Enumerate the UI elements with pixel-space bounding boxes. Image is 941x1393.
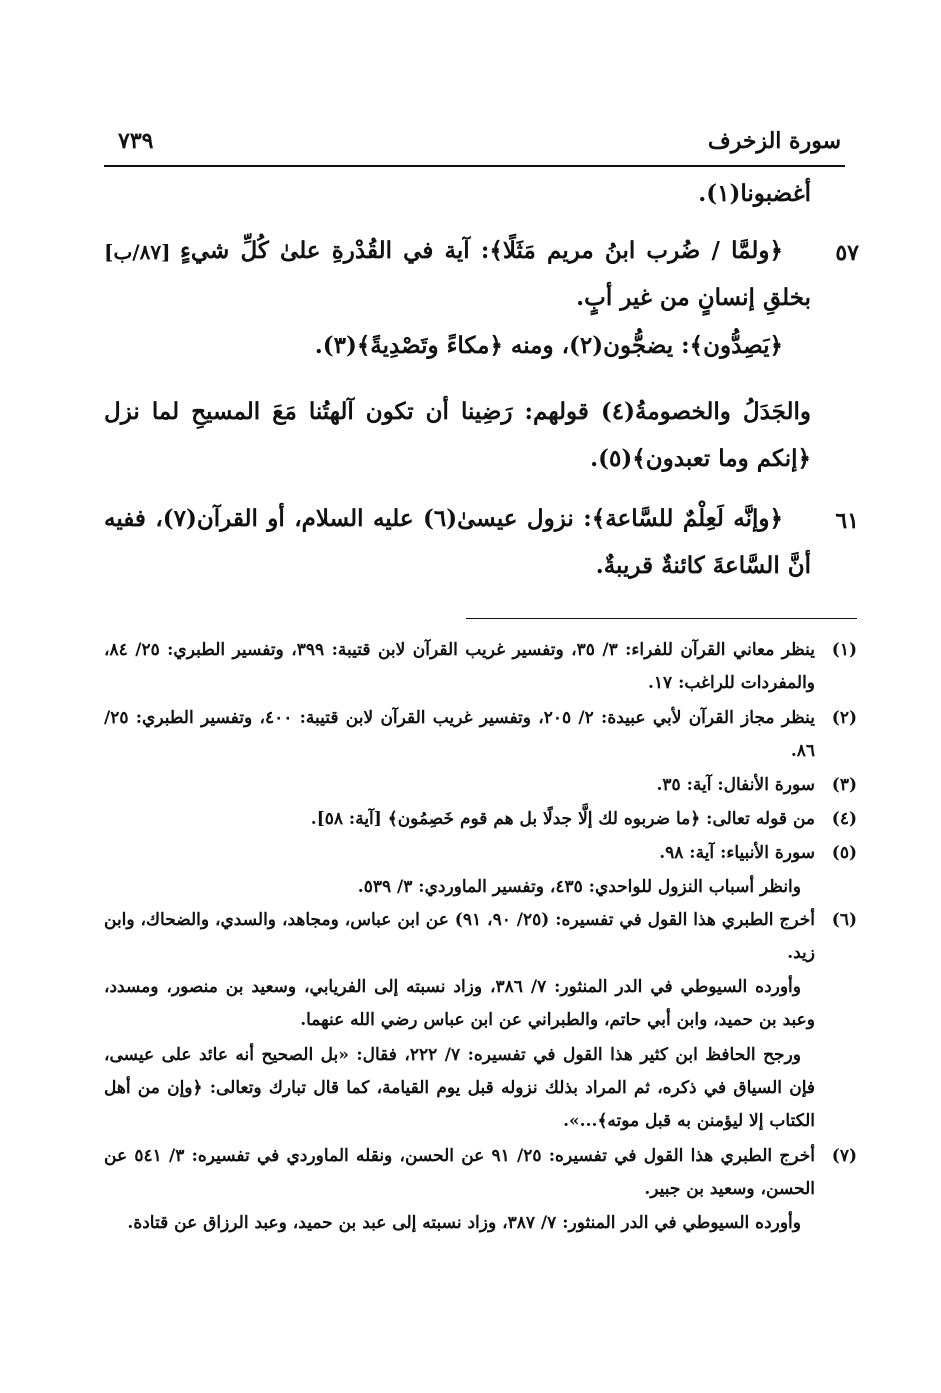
footnote-text: ورجح الحافظ ابن كثير هذا القول في تفسيره: ٧/ ٢٢٢، فقال: «بل الصحيح أنه عائد على عيسى، فإن السياق في ذكره، ثم المراد بذلك نزوله قبل يوم القيامة، كما قال تبارك وتعالى: ﴿وإن من أهل الكتاب إلا ليؤمنن به قبل موته﴾...». [104, 1045, 815, 1131]
manuscript-folio-reference: [٨٧/ب] [104, 240, 171, 264]
verse-number-61: ٦١ [835, 508, 859, 534]
footnote-6-ibn-kathir [104, 1039, 857, 1138]
body-line-aghdabuna: أغضبونا(١). [698, 180, 811, 207]
footnote-3 [104, 769, 857, 802]
footnote-7 [104, 1140, 857, 1206]
running-header-sura-title: سورة الزخرف [707, 128, 841, 154]
footnote-1 [104, 634, 857, 700]
jadal-commentary: والجَدَلُ والخصومةُ(٤) قولهم: رَضِينا أن تكون آلهتُنا مَعَ المسيحِ لما نزل ﴿إنكم وما تعبدون﴾(٥). [104, 398, 811, 472]
footnote-text: سورة الأنفال: آية: ٣٥. [656, 775, 815, 795]
footnote-number: (١) [831, 640, 857, 660]
footnote-text: وأورده السيوطي في الدر المنثور: ٧/ ٣٨٦، وزاد نسبته إلى الفريابي، وسعيد بن منصور، ومسدد، وعبد بن حميد، وابن أبي حاتم، والطبراني عن ابن عباس رضي الله عنهما. [104, 977, 815, 1030]
footnote-6 [104, 904, 857, 970]
footnote-text: وانظر أسباب النزول للواحدي: ٤٣٥، وتفسير الماوردي: ٣/ ٥٣٩. [357, 877, 801, 897]
footnote-text: أخرج الطبري هذا القول في تفسيره: ٢٥/ ٩١ عن الحسن، ونقله الماوردي في تفسيره: ٣/ ٥٤١ عن الحسن، وسعيد بن جبير. [104, 1146, 815, 1199]
footnote-text: ينظر مجاز القرآن لأبي عبيدة: ٢/ ٢٠٥، وتفسير غريب القرآن لابن قتيبة: ٤٠٠، وتفسير الطبري: ٢٥/ ٨٦. [104, 708, 815, 761]
footnote-number: (٧) [831, 1146, 857, 1166]
footnotes-divider [466, 618, 857, 619]
footnote-7-suyuti [104, 1207, 857, 1240]
footnote-number: (٤) [831, 809, 857, 829]
footnote-number: (٢) [831, 708, 857, 728]
footnote-number: (٣) [831, 775, 857, 795]
page-number: ٧٣٩ [118, 128, 154, 154]
footnote-text: أخرج الطبري هذا القول في تفسيره: (٢٥/ ٩٠، ٩١) عن ابن عباس، ومجاهد، والسدي، والضحاك، وابن زيد. [104, 910, 816, 963]
verse-57-commentary: ﴿ولمَّا / ضُرب ابنُ مريم مَثَلًا﴾: آية في القُدْرةِ علىٰ كُلِّ شيءٍ بخلقِ إنسانٍ من غير أبٍ. [180, 237, 811, 311]
footnote-5-continuation [104, 871, 857, 904]
footnote-6-suyuti [104, 971, 857, 1037]
footnote-2 [104, 702, 857, 768]
footnote-text: من قوله تعالى: ﴿ما ضربوه لك إلَّا جدلًا بل هم قوم خَصِمُون﴾ [آية: ٥٨]. [310, 809, 815, 829]
footnote-text: سورة الأنبياء: آية: ٩٨. [659, 843, 815, 863]
footnote-number: (٥) [831, 843, 857, 863]
footnote-5 [104, 837, 857, 870]
verse-61-commentary: ﴿وإنَّه لَعِلْمٌ للسَّاعة﴾: نزول عيسىٰ(٦) عليه السلام، أو القرآن(٧)، ففيه أنَّ السَّاعةَ كائنةٌ قريبةٌ. [104, 505, 811, 579]
footnote-text: ينظر معاني القرآن للفراء: ٣/ ٣٥، وتفسير غريب القرآن لابن قتيبة: ٣٩٩، وتفسير الطبري: ٢٥/ ٨٤، والمفردات للراغب: ١٧. [104, 640, 815, 693]
footnote-number: (٦) [831, 910, 857, 930]
footnote-text: وأورده السيوطي في الدر المنثور: ٧/ ٣٨٧، وزاد نسبته إلى عبد بن حميد، وعبد الرزاق عن قتادة. [127, 1213, 801, 1233]
header-divider [104, 165, 845, 167]
footnote-4 [104, 803, 857, 836]
yasiddun-commentary: ﴿يَصِدُّون﴾: يضجُّون(٢)، ومنه ﴿مكاءً وتَصْدِيةً﴾(٣). [314, 332, 783, 359]
verse-number-57: ٥٧ [835, 240, 859, 266]
